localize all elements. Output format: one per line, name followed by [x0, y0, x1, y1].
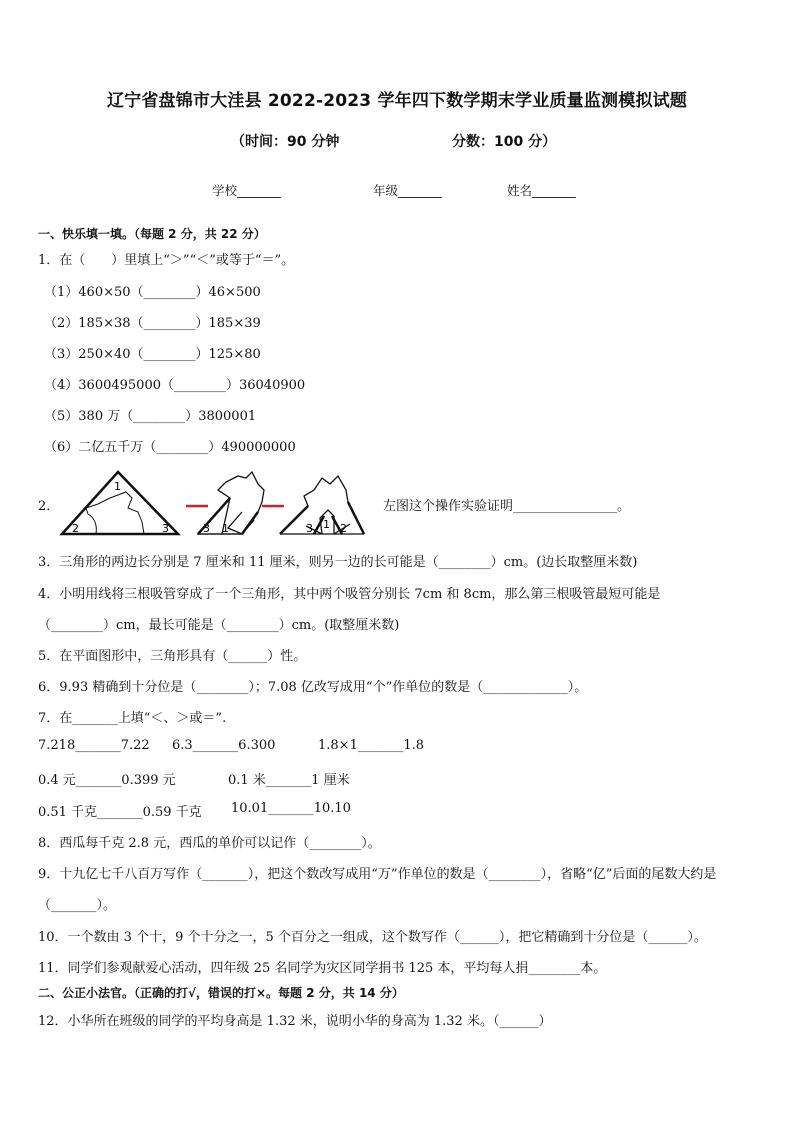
question-8: 8．西瓜每千克 2.8 元，西瓜的单价可以记作（________）。	[38, 836, 381, 851]
angle-label-3b: 3	[203, 522, 210, 535]
angle-label-1c: 1	[323, 518, 330, 531]
question-7-item: 0.4 元_______0.399 元	[38, 773, 176, 788]
exam-score: 分数：100 分）	[452, 134, 557, 150]
question-2-number: 2．	[38, 499, 60, 514]
question-12: 12．小华所在班级的同学的平均身高是 1.32 米，说明小华的身高为 1.32 米。（______）	[38, 1014, 552, 1029]
question-10: 10．一个数由 3 个十，9 个十分之一，5 个百分之一组成，这个数写作（______），把它精确到十分位是（______）。	[38, 930, 707, 945]
question-1-item: （2）185×38（________）185×39	[44, 316, 261, 331]
question-1-item: （1）460×50（________）46×500	[44, 285, 261, 300]
section-1-heading: 一、快乐填一填。（每题 2 分，共 22 分）	[38, 227, 266, 241]
question-4-line-2: （________）cm，最长可能是（________）cm。(取整厘米数)	[38, 618, 400, 633]
triangle-experiment-diagram	[58, 468, 370, 540]
assembled-angles	[280, 476, 364, 534]
question-7-item: 1.8×1_______1.8	[318, 738, 425, 753]
question-5: 5．在平面图形中，三角形具有（______）性。	[38, 649, 307, 664]
question-4-line-1: 4．小明用线将三根吸管穿成了一个三角形，其中两个吸管分别长 7cm 和 8cm，那么第三根吸管最短可能是	[38, 587, 661, 602]
question-7-item: 0.51 千克_______0.59 千克	[38, 805, 202, 820]
question-11: 11．同学们参观献爱心活动，四年级 25 名同学为灾区同学捐书 125 本，平均每人捐________本。	[38, 961, 607, 976]
angle-label-2c: 2	[340, 522, 347, 535]
angle-label-3c: 3	[306, 522, 313, 535]
question-1-item: （3）250×40（________）125×80	[44, 347, 261, 362]
question-1-item: （6）二亿五千万（________）490000000	[44, 440, 296, 455]
angle-label-3: 3	[162, 522, 169, 535]
angle-label-1: 1	[114, 480, 121, 493]
page-title: 辽宁省盘锦市大洼县 2022-2023 学年四下数学期末学业质量监测模拟试题	[106, 91, 688, 111]
question-9-line-2: （_______）。	[38, 898, 117, 913]
question-6: 6．9.93 精确到十分位是（________）；7.08 亿改写成用“个”作单位的数是（_____________）。	[38, 680, 588, 695]
question-7-item: 0.1 米_______1 厘米	[228, 773, 350, 788]
angle-label-1b: 1	[222, 522, 229, 535]
question-7-item: 6.3_______6.300	[172, 738, 276, 753]
section-2-heading: 二、公正小法官。（正确的打√，错误的打×。每题 2 分，共 14 分）	[38, 986, 404, 1000]
exam-time: （时间：90 分钟	[231, 134, 340, 150]
angle-label-2: 2	[72, 522, 79, 535]
question-2-text: 左图这个操作实验证明________________。	[383, 499, 631, 514]
name-field: 姓名_______	[507, 183, 576, 198]
question-7-item: 7.218_______7.22	[38, 738, 150, 753]
question-1-item: （4）3600495000（________）36040900	[44, 378, 306, 393]
grade-field: 年级_______	[373, 183, 442, 198]
school-field: 学校_______	[212, 183, 281, 198]
question-3: 3．三角形的两边长分别是 7 厘米和 11 厘米，则另一边的长可能是（________）cm。(边长取整厘米数)	[38, 555, 638, 570]
question-9-line-1: 9．十九亿七千八百万写作（_______），把这个数改写成用“万”作单位的数是（________），省略“亿”后面的尾数大约是	[38, 867, 717, 882]
question-1-item: （5）380 万（________）3800001	[44, 409, 257, 424]
question-7-stem: 7．在_______上填“＜、＞或＝”.	[38, 711, 227, 726]
question-7-item: 10.01_______10.10	[231, 801, 351, 816]
question-1-stem: 1．在（ ）里填上“＞”“＜”或等于“＝”。	[38, 253, 295, 268]
